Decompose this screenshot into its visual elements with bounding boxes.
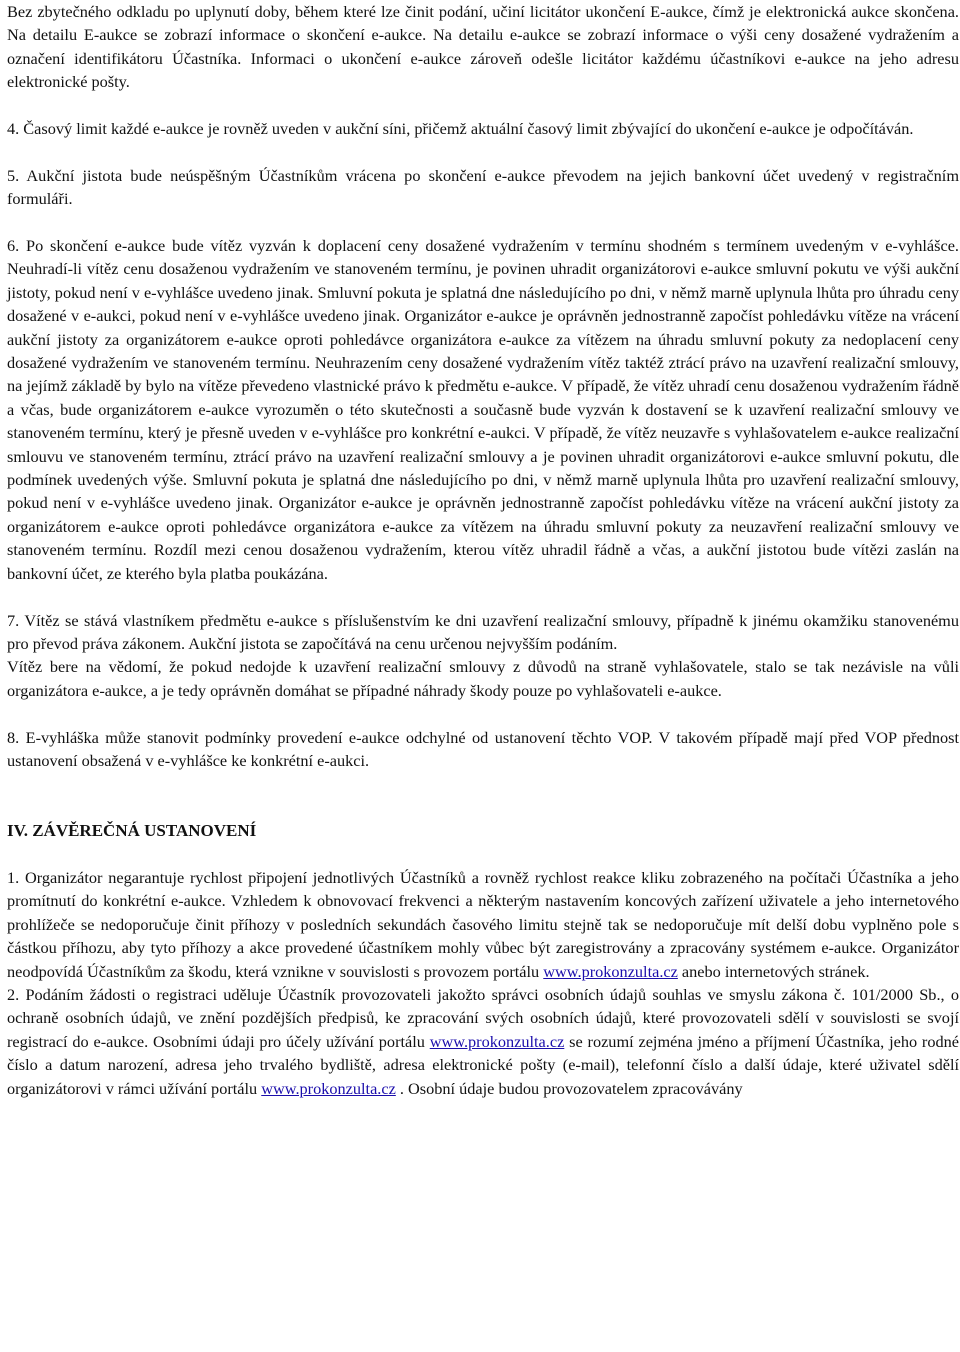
- paragraph-7-continued: Vítěz bere na vědomí, že pokud nedojde k uzavření realizační smlouvy z důvodů na straně vyhlašovatele, stalo se tak nezávisle na vůli organizátora e-aukce, a je tedy oprávněn domáhat se případné náhrady škody pouze po vyhlašovateli e-aukce.: [7, 657, 959, 700]
- paragraph-5: 5. Aukční jistota bude neúspěšným Účastníkům vrácena po skončení e-aukce převodem na jejich bankovní účet uvedený v registračním formuláři.: [7, 165, 959, 209]
- portal-link[interactable]: www.prokonzulta.cz: [429, 1031, 565, 1051]
- section-iv-item-2: [7, 983, 959, 1100]
- section-iv-item-2-text-a: 2. Podáním žádosti o registraci uděluje Účastník provozovateli jakožto správci osobních údajů souhlas ve smyslu zákona č. 101/2000 Sb., o ochraně osobních údajů, ve znění pozdějších předpisů, ke zpracování svých osobních údajů, které provozovateli sdělí v souvislosti se svojí registrací do e-aukce. Osobními údaji pro účely užívání portálu: [7, 984, 959, 1051]
- section-iv-item-1-text: 1. Organizátor negarantuje rychlost připojení jednotlivých Účastníků a rovněž rychlost reakce kliku zobrazeného na počítači Účastníka a jeho promítnutí do konkrétní e-aukce. Vzhledem k obnovovací frekvenci a některým nastavením koncových zařízení uživatele a jeho internetového prohlížeče se nedoporučuje činit příhozy v posledních sekundách časového limitu stejně tak se nedoporučuje mít delší dobu vyplněno pole s částkou příhozu, aby tyto příhozy a akce provedené účastníkem mohly vůbec být zaregistrovány a zpracovány systémem e-aukce. Organizátor neodpovídá Účastníkům za škodu, která vznikne v souvislosti s provozem portálu: [7, 867, 959, 981]
- section-iv-item-1-tail: anebo internetových stránek.: [677, 961, 870, 981]
- section-iv-item-2-text-c: . Osobní údaje budou provozovatelem zpracovávány: [395, 1078, 743, 1098]
- section-heading-iv: IV. ZÁVĚREČNÁ USTANOVENÍ: [7, 821, 257, 841]
- section-iv-item-1: [7, 866, 959, 983]
- paragraph-intro: Bez zbytečného odkladu po uplynutí doby, během které lze činit podání, učiní licitátor ukončení E-aukce, čímž je elektronická aukce skončena. Na detailu E-aukce se zobrazí informace o skončení e-aukce. Na detailu e-aukce se zobrazí informace o výši ceny dosažené vydražením a označení identifikátoru Účastníka. Informaci o ukončení e-aukce zároveň odešle licitátor každému účastníkovi e-aukce na jeho adresu elektronické pošty.: [7, 2, 959, 92]
- paragraph-8: 8. E-vyhláška může stanovit podmínky provedení e-aukce odchylné od ustanovení těchto VOP. V takovém případě mají před VOP přednost ustanovení obsažená v e-vyhlášce ke konkrétní e-aukci.: [7, 727, 959, 770]
- portal-link[interactable]: www.prokonzulta.cz: [261, 1078, 396, 1098]
- paragraph-7: 7. Vítěz se stává vlastníkem předmětu e-aukce s příslušenstvím ke dni uzavření realizační smlouvy, případně k jinému okamžiku stanovenému pro převod práva zákonem. Aukční jistota se započítává na cenu určenou nejvyšším podáním.: [7, 610, 959, 653]
- portal-link[interactable]: www.prokonzulta.cz: [543, 961, 678, 981]
- section-iv-item-2-text-b: se rozumí zejména jméno a příjmení Účastníka, jeho rodné číslo a datum narození, adresa jeho trvalého bydliště, adresa elektronické pošty (e-mail), telefonní číslo a další údaje, které uživatel sdělí organizátorovi v rámci užívání portálu: [7, 1031, 959, 1098]
- document-page: [7, 0, 959, 1100]
- paragraph-6: 6. Po skončení e-aukce bude vítěz vyzván k doplacení ceny dosažené vydražením v termínu shodném s termínem uvedeným v e-vyhlášce. Neuhradí-li vítěz cenu dosaženou vydražením ve stanoveném termínu, je povinen uhradit organizátorovi e-aukce smluvní pokutu ve výši aukční jistoty, pokud není v e-vyhlášce uvedeno jinak. Smluvní pokuta je splatná dne následujícího po dni, v němž marně uplynula lhůta pro úhradu ceny dosažené v e-aukci, pokud není v e-vyhlášce uvedeno jinak. Organizátor e-aukce je oprávněn jednostranně započíst pohledávku vítěze na vrácení aukční jistoty za organizátorem e-aukce oproti pohledávce organizátora e-aukce za vítězem na úhradu smluvní pokuty za nedoplacení ceny dosažené vydražením ve stanoveném termínu. Neuhrazením ceny dosažené vydražením vítěz taktéž ztrácí právo na uzavření realizační smlouvy, na jejímž základě by bylo na vítěze převedeno vlastnické právo k předmětu e-aukce. V případě, že vítěz uhradí cenu dosaženou vydražením řádně a včas, bude organizátorem e-aukce vyrozuměn o této skutečnosti a současně bude vyzván k dostavení se k uzavření realizační smlouvy ve stanoveném termínu, který je přesně uveden v e-vyhlášce pro konkrétní e-aukci. V případě, že vítěz neuzavře s vyhlašovatelem e-aukce realizační smlouvu ve stanoveném termínu, ztrácí právo na uzavření realizační smlouvy a je povinen uhradit organizátorovi e-aukce smluvní pokutu, dle podmínek uvedených výše. Smluvní pokuta je splatná dne následujícího po dni, v němž marně uplynula lhůta pro uzavření realizační smlouvy, pokud není v e-vyhlášce uvedeno jinak. Organizátor e-aukce je oprávněn jednostranně započíst pohledávku vítěze na vrácení aukční jistoty za organizátorem e-aukce oproti pohledávce organizátora e-aukce za vítězem na úhradu smluvní pokuty za neuzavření realizační smlouvy ve stanoveném termínu. Rozdíl mezi cenou dosaženou vydražením, kterou vítěz uhradil řádně a včas, a aukční jistotou bude vítězi zaslán na bankovní účet, ze kterého byla platba poukázána.: [7, 236, 959, 583]
- paragraph-4: 4. Časový limit každé e-aukce je rovněž uveden v aukční síni, přičemž aktuální časový limit zbývající do ukončení e-aukce je odpočítáván.: [7, 119, 914, 139]
